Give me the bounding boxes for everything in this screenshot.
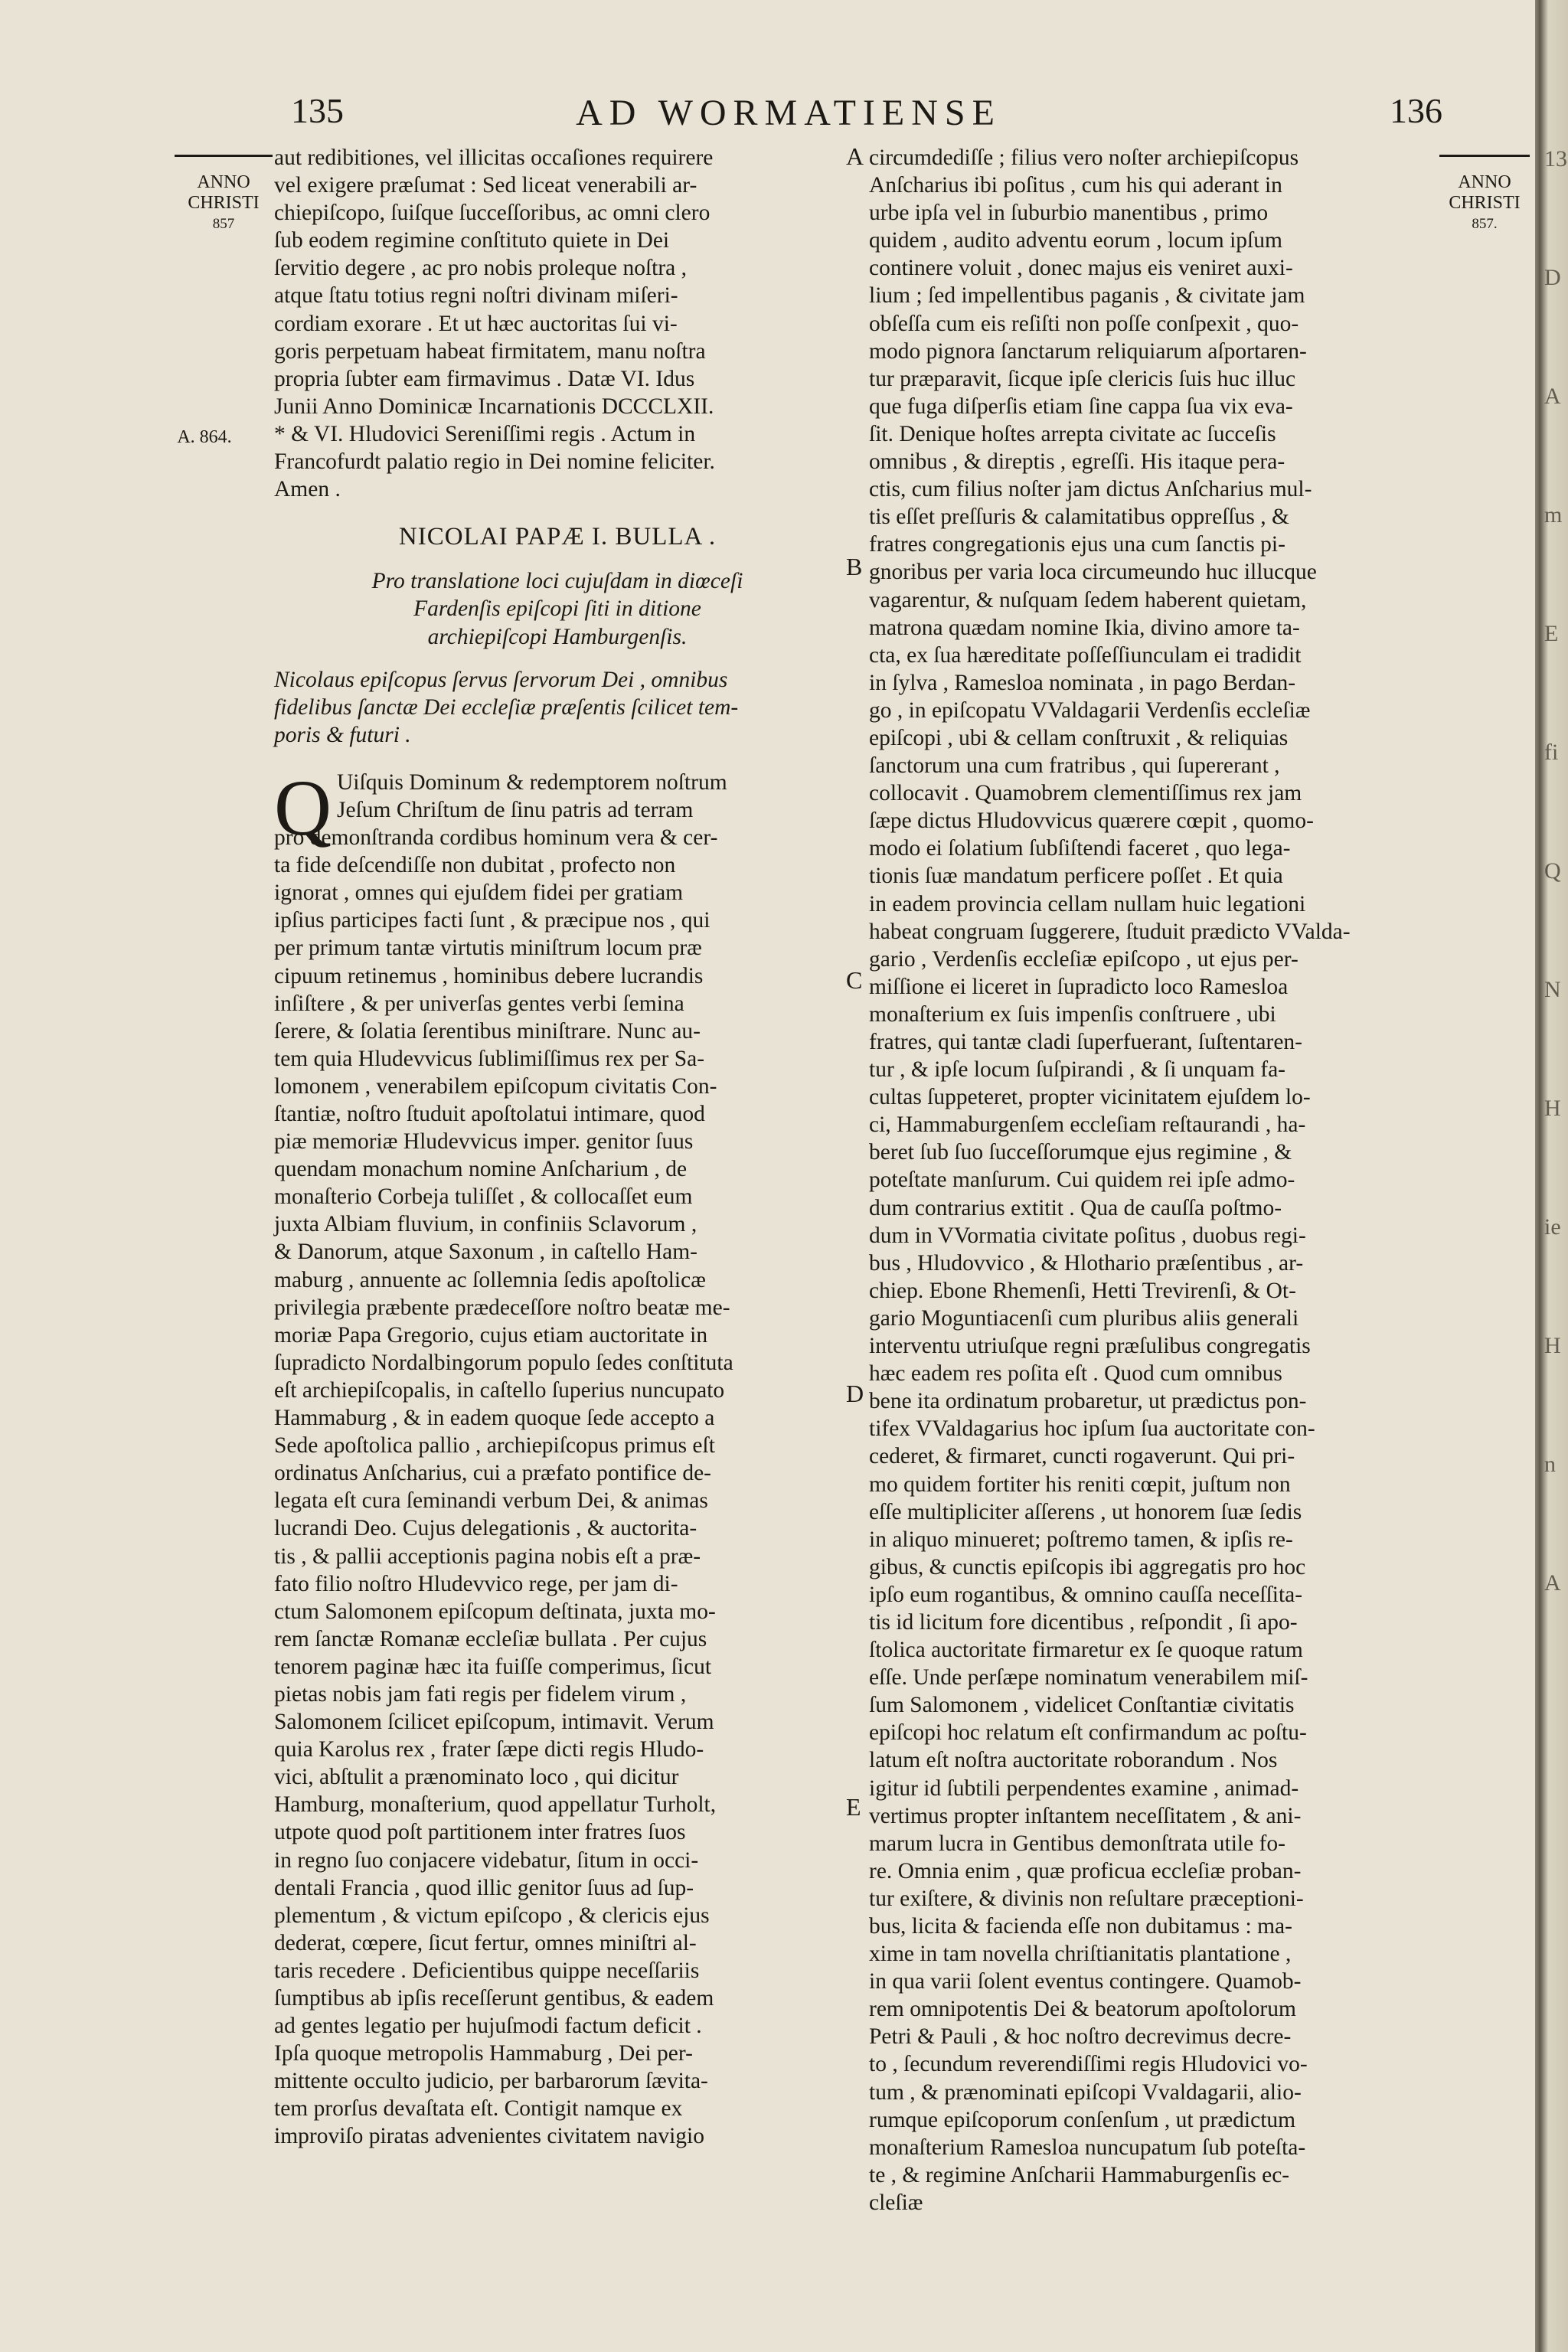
page-number-left: 135	[291, 91, 344, 130]
text-line: lium ; ſed impellentibus paganis , & civitate jam	[869, 283, 1305, 309]
text-line: to , ſecundum reverendiſſimi regis Hludovici vo-	[869, 2052, 1308, 2077]
text-line: tur exiſtere, & divinis non reſultare præceptioni-	[869, 1886, 1304, 1911]
text-line: cederet, & firmaret, cuncti rogaverunt. Qui pri-	[869, 1444, 1295, 1469]
text-line: te , & regimine Anſcharii Hammaburgenſis ec-	[869, 2162, 1290, 2187]
right-column	[869, 144, 1439, 2216]
text-line: poteſtate manſurum. Cui quidem rei ipſe admo-	[869, 1168, 1295, 1193]
text-line: Amen .	[274, 477, 341, 502]
text-line: Uiſquis Dominum & redemptorem noſtrum	[337, 769, 727, 795]
text-line: re. Omnia enim , quæ proficua eccleſiæ proban-	[869, 1858, 1302, 1883]
text-line: cta, ex ſua hæreditate poſſeſſiunculam ei tradidit	[869, 642, 1302, 668]
edge-glyph: n	[1544, 1452, 1556, 1477]
text-line: privilegia præbente prædeceſſore noſtro beatæ me-	[274, 1295, 730, 1320]
text-line: per primum tantæ virtutis miniſtrum locum præ	[274, 936, 702, 961]
text-line: gibus, & cunctis epiſcopis ibi aggregatis pro hoc	[869, 1554, 1306, 1579]
text-line: quia Karolus rex , frater ſæpe dicti regis Hludo-	[274, 1737, 704, 1762]
text-line: Francofurdt palatio regio in Dei nomine feliciter.	[274, 449, 715, 475]
text-line: ſub eodem regimine conſtituto quiete in Dei	[274, 228, 670, 253]
text-line: tis id licitum fore dicentibus , reſpondit , ſi apo-	[869, 1609, 1298, 1635]
text-line: monaſterium ex ſuis impenſis conſtruere , ubi	[869, 1001, 1276, 1027]
text-line: Salomonem ſcilicet epiſcopum, intimavit. Verum	[274, 1710, 714, 1735]
text-line: lomonem , venerabilem epiſcopum civitatis Con-	[274, 1073, 717, 1099]
text-line: gario , Verdenſis eccleſiæ epiſcopo , ut ejus per-	[869, 946, 1298, 972]
text-line: vici, abſtulit a prænominato loco , qui dicitur	[274, 1765, 679, 1790]
edge-glyph: H	[1544, 1333, 1561, 1358]
adjacent-page-edge	[1535, 0, 1568, 2352]
text-line: legata eſt cura ſeminandi verbum Dei, & animas	[274, 1488, 708, 1514]
text-line: ſervitio degere , ac pro nobis proleque noſtra ,	[274, 256, 688, 281]
text-line: Anſcharius ibi poſitus , cum his qui aderant in	[869, 173, 1282, 198]
text-line: vertimus propter inſtantem neceſſitatem , & ani-	[869, 1803, 1302, 1828]
running-title: AD WORMATIENSE	[576, 93, 1001, 133]
section-letter-b: B	[846, 553, 863, 580]
text-line: beret ſub ſuo ſucceſſorumque ejus regimine , &	[869, 1140, 1292, 1165]
text-line: archiepiſcopi Hamburgenſis.	[427, 624, 688, 649]
text-line: Hamburg, monaſterium, quod appellatur Turholt,	[274, 1792, 717, 1818]
text-line: epiſcopi , ubi & cellam conſtruxit , & reliquias	[869, 725, 1289, 750]
text-line: mittente occulto judicio, per barbarorum ſævita-	[274, 2069, 708, 2094]
text-line: tionis ſuæ mandatum perficere poſſet . Et quia	[869, 864, 1283, 889]
text-line: eſt archiepiſcopalis, in caſtello ſuperius nuncupato	[274, 1377, 725, 1403]
text-line: marum lucra in Gentibus demonſtrata utile fo-	[869, 1831, 1285, 1856]
text-line: ci, Hammaburgenſem eccleſiam reſtaurandi , ha-	[869, 1112, 1306, 1138]
edge-glyph: Q	[1544, 858, 1561, 884]
drop-cap: Q	[274, 763, 332, 852]
text-line: bus , Hludovvico , & Hlothario præſentibus , ar-	[869, 1250, 1304, 1276]
text-line: continere voluit , donec majus eis veniret auxi-	[869, 256, 1293, 281]
text-line: circumdediſſe ; filius vero noſter archiepiſcopus	[869, 145, 1299, 170]
text-line: hæc eadem res poſita eſt . Quod cum omnibus	[869, 1361, 1282, 1387]
bull-salutation	[274, 666, 841, 749]
text-line: tum , & prænominati epiſcopi Vvaldagarii, alio-	[869, 2079, 1302, 2105]
text-line: in eadem provincia cellam nullam huic legationi	[869, 891, 1306, 916]
text-line: tur , & ipſe locum ſuſpirandi , & ſi unquam fa-	[869, 1057, 1286, 1083]
section-letter-a: A	[846, 142, 864, 170]
bull-body-left	[274, 824, 841, 2151]
text-line: utpote quod poſt partitionem inter fratres ſuos	[274, 1820, 686, 1845]
text-line: Pro translatione loci cujuſdam in diœceſi	[371, 569, 743, 594]
bull-body-right	[869, 144, 1439, 2216]
text-line: tis , & pallii acceptionis pagina nobis eſt a præ-	[274, 1544, 701, 1569]
text-line: ſit. Denique hoſtes arrepta civitate ac ſucceſis	[869, 421, 1276, 446]
text-line: in qua varii ſolent eventus contingere. Quamob-	[869, 1969, 1302, 1994]
adjacent-page-fragments	[1544, 100, 1566, 1642]
text-line: aut redibitiones, vel illicitas occaſiones requirere	[274, 145, 714, 170]
text-line: modo pignora ſanctarum reliquiarum aſportaren-	[869, 338, 1307, 364]
text-line: tifex VValdagarius hoc ipſum ſua auctoritate con-	[869, 1416, 1315, 1442]
text-line: ſupradicto Nordalbingorum populo ſedes conſtituta	[274, 1350, 733, 1375]
text-line: Junii Anno Dominicæ Incarnationis DCCCLXII.	[274, 394, 714, 419]
section-letter-c: C	[846, 966, 863, 994]
edge-glyph: A	[1544, 1570, 1561, 1596]
text-line: chiepiſcopo, ſuiſque ſucceſſoribus, ac omni clero	[274, 201, 710, 226]
margin-note-year: A. 864.	[177, 427, 232, 447]
text-line: dum contrarius extitit . Qua de cauſſa poſtmo-	[869, 1195, 1282, 1220]
section-letter-e: E	[846, 1793, 861, 1821]
edge-glyph: E	[1544, 621, 1559, 646]
text-line: dederat, cœpere, ſicut fertur, omnes miniſtri al-	[274, 1930, 697, 1955]
text-line: go , in epiſcopatu VValdagarii Verdenſis eccleſiæ	[869, 697, 1311, 723]
text-line: ta fide deſcendiſſe non dubitat , profecto non	[274, 853, 676, 878]
text-line: bus, licita & facienda eſſe non dubitamus : ma-	[869, 1914, 1292, 1939]
text-line: chiep. Ebone Rhemenſi, Hetti Trevirenſi, & Ot-	[869, 1278, 1296, 1303]
left-column	[274, 144, 841, 2151]
text-line: monaſterio Corbeja tuliſſet , & collocaſſet eum	[274, 1184, 693, 1210]
edge-glyph: A	[1544, 384, 1561, 409]
text-line: in aliquo minueret; poſtremo tamen, & ipſis re-	[869, 1527, 1293, 1552]
text-line: ſumptibus ab ipſis receſſerunt gentibus, & eadem	[274, 1986, 714, 2011]
text-line: bene ita ordinatum probaretur, ut prædictus pon-	[869, 1389, 1307, 1414]
text-line: eſſe. Unde perſæpe nominatum venerabilem miſ-	[869, 1665, 1308, 1690]
text-line: fato filio noſtro Hludevvico rege, per jam di-	[274, 1571, 678, 1596]
text-line: interventu utriuſque regni præſulibus congregatis	[869, 1334, 1311, 1359]
page-number-right: 136	[1390, 91, 1442, 130]
text-line: lucrandi Deo. Cujus delegationis , & auctorita-	[274, 1516, 697, 1541]
text-line: habeat congruam ſuggerere, ſtuduit prædicto VValda-	[869, 919, 1351, 944]
text-line: obſeſſa cum eis reſiſti non poſſe conſpexit , quo-	[869, 311, 1299, 336]
text-line: matrona quædam nomine Ikia, divino amore ta-	[869, 615, 1300, 640]
text-line: gario Moguntiacenſi cum pluribus aliis generali	[869, 1305, 1299, 1331]
text-line: taris recedere . Deficientibus quippe neceſſariis	[274, 1958, 700, 1983]
text-line: fratres congregationis ejus una cum ſanctis pi-	[869, 532, 1285, 557]
text-line: atque ſtatu totius regni noſtri divinam miſeri-	[274, 283, 678, 309]
text-line: omnibus , & direptis , egreſſi. His itaque pera-	[869, 449, 1285, 475]
text-line: pietas nobis jam fati regis per fidelem virum ,	[274, 1681, 687, 1707]
text-line: inſiſtere , & per univerſas gentes verbi ſemina	[274, 991, 684, 1016]
text-line: Jeſum Chriſtum de ſinu patris ad terram	[337, 797, 694, 822]
text-line: mo quidem fortiter his reniti cœpit, juſtum non	[869, 1472, 1291, 1497]
text-line: latum eſt noſtra auctoritate roborandum . Nos	[869, 1748, 1278, 1773]
text-line: Hammaburg , & in eadem quoque ſede accepto a	[274, 1406, 715, 1431]
text-line: tenorem paginæ hæc ita fuiſſe comperimus, ſicut	[274, 1654, 712, 1679]
text-line: plementum , & victum epiſcopo , & clericis ejus	[274, 1903, 710, 1928]
text-line: rem omnipotentis Dei & beatorum apoſtolorum	[869, 1997, 1296, 2022]
text-line: vel exigere præſumat : Sed liceat venerabili ar-	[274, 173, 697, 198]
edge-glyph: N	[1544, 977, 1561, 1002]
text-line: igitur id ſubtili perpendentes examine , animad-	[869, 1775, 1299, 1801]
text-line: tem quia Hludevvicus ſublimiſſimus rex per Sa-	[274, 1046, 705, 1071]
edge-glyph: D	[1544, 265, 1561, 290]
text-line: Nicolaus epiſcopus ſervus ſervorum Dei , omnibus	[274, 667, 728, 692]
text-line: xime in tam novella chriſtianitatis plantatione ,	[869, 1942, 1292, 1967]
text-line: tis eſſet preſſuris & calamitatibus oppreſſus , &	[869, 505, 1289, 530]
text-line: modo ei ſolatium ſubſiſtendi faceret , quo lega-	[869, 836, 1291, 861]
text-line: fratres, qui tantæ cladi ſuperfuerant, ſuſtentaren-	[869, 1030, 1303, 1054]
bull-title: NICOLAI PAPÆ I. BULLA .	[398, 523, 717, 551]
text-line: in regno ſuo conjacere videbatur, ſitum in occi-	[274, 1847, 699, 1873]
text-line: cultas ſuppeteret, propter vicinitatem ejuſdem lo-	[869, 1085, 1311, 1110]
header-rule-right	[1439, 155, 1530, 157]
text-line: quidem , audito adventu eorum , locum ipſum	[869, 228, 1282, 253]
text-line: goris perpetuam habeat firmitatem, manu noſtra	[274, 338, 706, 364]
text-line: eſſe multipliciter aſſerens , ut honorem ſuæ ſedis	[869, 1499, 1302, 1524]
text-line: ctum Salomonem epiſcopum deſtinata, juxta mo-	[274, 1599, 716, 1624]
edge-glyph: H	[1544, 1096, 1561, 1121]
text-line: que fuga diſperſis etiam ſine cappa ſua vix eva-	[869, 394, 1293, 419]
text-line: juxta Albiam fluvium, in confiniis Sclavorum ,	[274, 1212, 697, 1237]
bull-rubric	[274, 567, 841, 650]
margin-note-anno-left: ANNO CHRISTI 857	[188, 172, 260, 232]
text-line: ipſius participes facti ſunt , & præcipue nos , qui	[274, 908, 710, 933]
text-line: ſtolica auctoritate firmaretur ex ſe quoque ratum	[869, 1638, 1303, 1663]
text-line: poris & futuri .	[274, 722, 411, 747]
text-line: ſum Salomonem , videlicet Conſtantiæ civitatis	[869, 1693, 1295, 1718]
text-line: cordiam exorare . Et ut hæc auctoritas ſui vi-	[274, 311, 678, 336]
charter-ending	[274, 144, 841, 503]
initial-lines	[274, 769, 841, 824]
text-line: Fardenſis epiſcopi ſiti in ditione	[413, 596, 701, 622]
text-line: ſæpe dictus Hludovvicus quærere cœpit , quomo-	[869, 808, 1314, 834]
text-line: ipſo eum rogantibus, & omnino cauſſa neceſſita-	[869, 1582, 1303, 1607]
text-line: ad gentes legatio per hujuſmodi factum deficit .	[274, 2014, 702, 2039]
text-line: fidelibus ſanctæ Dei eccleſiæ præſentis ſcilicet tem-	[274, 694, 739, 720]
text-line: gnoribus per varia loca circumeundo huc illucque	[869, 560, 1317, 585]
text-line: dum in VVormatia civitate poſitus , duobus regi-	[869, 1223, 1306, 1248]
text-line: Sede apoſtolica pallio , archiepiſcopus primus eſt	[274, 1433, 715, 1459]
text-line: epiſcopi hoc relatum eſt confirmandum ac poſtu-	[869, 1720, 1307, 1746]
text-line: vagarentur, & nuſquam ſedem haberent quietam,	[869, 587, 1307, 612]
text-line: ſerere, & ſolatia ſerentibus miniſtrare. Nunc au-	[274, 1018, 701, 1044]
text-line: monaſterium Ramesloa nuncupatum ſub poteſta-	[869, 2135, 1306, 2160]
section-letter-d: D	[846, 1380, 864, 1407]
text-line: ordinatus Anſcharius, cui a præfato pontifice de-	[274, 1461, 711, 1486]
text-line: ctis, cum filius noſter jam dictus Anſcharius mul-	[869, 477, 1312, 502]
text-line: in ſylva , Ramesloa nominata , in pago Berdan-	[869, 670, 1296, 695]
text-line: * & VI. Hludovici Sereniſſimi regis . Actum in	[274, 421, 696, 446]
text-line: pro demonſtranda cordibus hominum vera & cer-	[274, 825, 718, 851]
header-rule-left	[175, 155, 273, 157]
text-line: Ipſa quoque metropolis Hammaburg , Dei per-	[274, 2041, 693, 2066]
text-line: ignorat , omnes qui ejuſdem fidei per gratiam	[274, 880, 684, 906]
text-line: urbe ipſa vel in ſuburbio manentibus , primo	[869, 201, 1269, 226]
text-line: propria ſubter eam firmavimus . Datæ VI. Idus	[274, 366, 695, 391]
text-line: moriæ Papa Gregorio, cujus etiam auctoritate in	[274, 1322, 708, 1348]
text-line: tur præparavit, ſicque ipſe clericis ſuis huc illuc	[869, 366, 1296, 391]
text-line: quendam monachum nomine Anſcharium , de	[274, 1157, 688, 1182]
text-line: collocavit . Quamobrem clementiſſimus rex jam	[869, 781, 1302, 806]
text-line: tem prorſus devaſtata eſt. Contigit namque ex	[274, 2096, 683, 2122]
text-line: maburg , annuente ac ſollemnia ſedis apoſtolicæ	[274, 1267, 706, 1292]
text-line: & Danorum, atque Saxonum , in caſtello Ham-	[274, 1240, 697, 1265]
edge-glyph: ie	[1544, 1214, 1561, 1240]
text-line: improviſo piratas advenientes civitatem navigio	[274, 2124, 704, 2149]
edge-glyph: fi	[1544, 740, 1559, 765]
edge-glyph: m	[1544, 502, 1563, 528]
edge-glyph: 13	[1544, 146, 1567, 172]
text-line: piæ memoriæ Hludevvicus imper. genitor ſuus	[274, 1129, 694, 1155]
text-line: ſtantiæ, noſtro ſtuduit apoſtolatui intimare, quod	[274, 1102, 705, 1126]
text-line: cleſiæ	[869, 2190, 923, 2215]
text-line: rem ſanctæ Romanæ eccleſiæ bullata . Per cujus	[274, 1626, 707, 1651]
text-line: Petri & Pauli , & hoc noſtro decrevimus decre-	[869, 2024, 1292, 2050]
text-line: miſſione ei liceret in ſupradicto loco Ramesloa	[869, 974, 1289, 999]
text-line: rumque epiſcoporum conſenſum , ut prædictum	[869, 2107, 1296, 2132]
margin-note-anno-right: ANNO CHRISTI 857.	[1449, 172, 1521, 232]
text-line: cipuum retinemus , hominibus debere lucrandis	[274, 963, 704, 988]
text-line: dentali Francia , quod illic genitor ſuus ad ſup-	[274, 1875, 694, 1900]
text-line: ſanctorum una cum fratribus , qui ſupererant ,	[869, 753, 1280, 779]
